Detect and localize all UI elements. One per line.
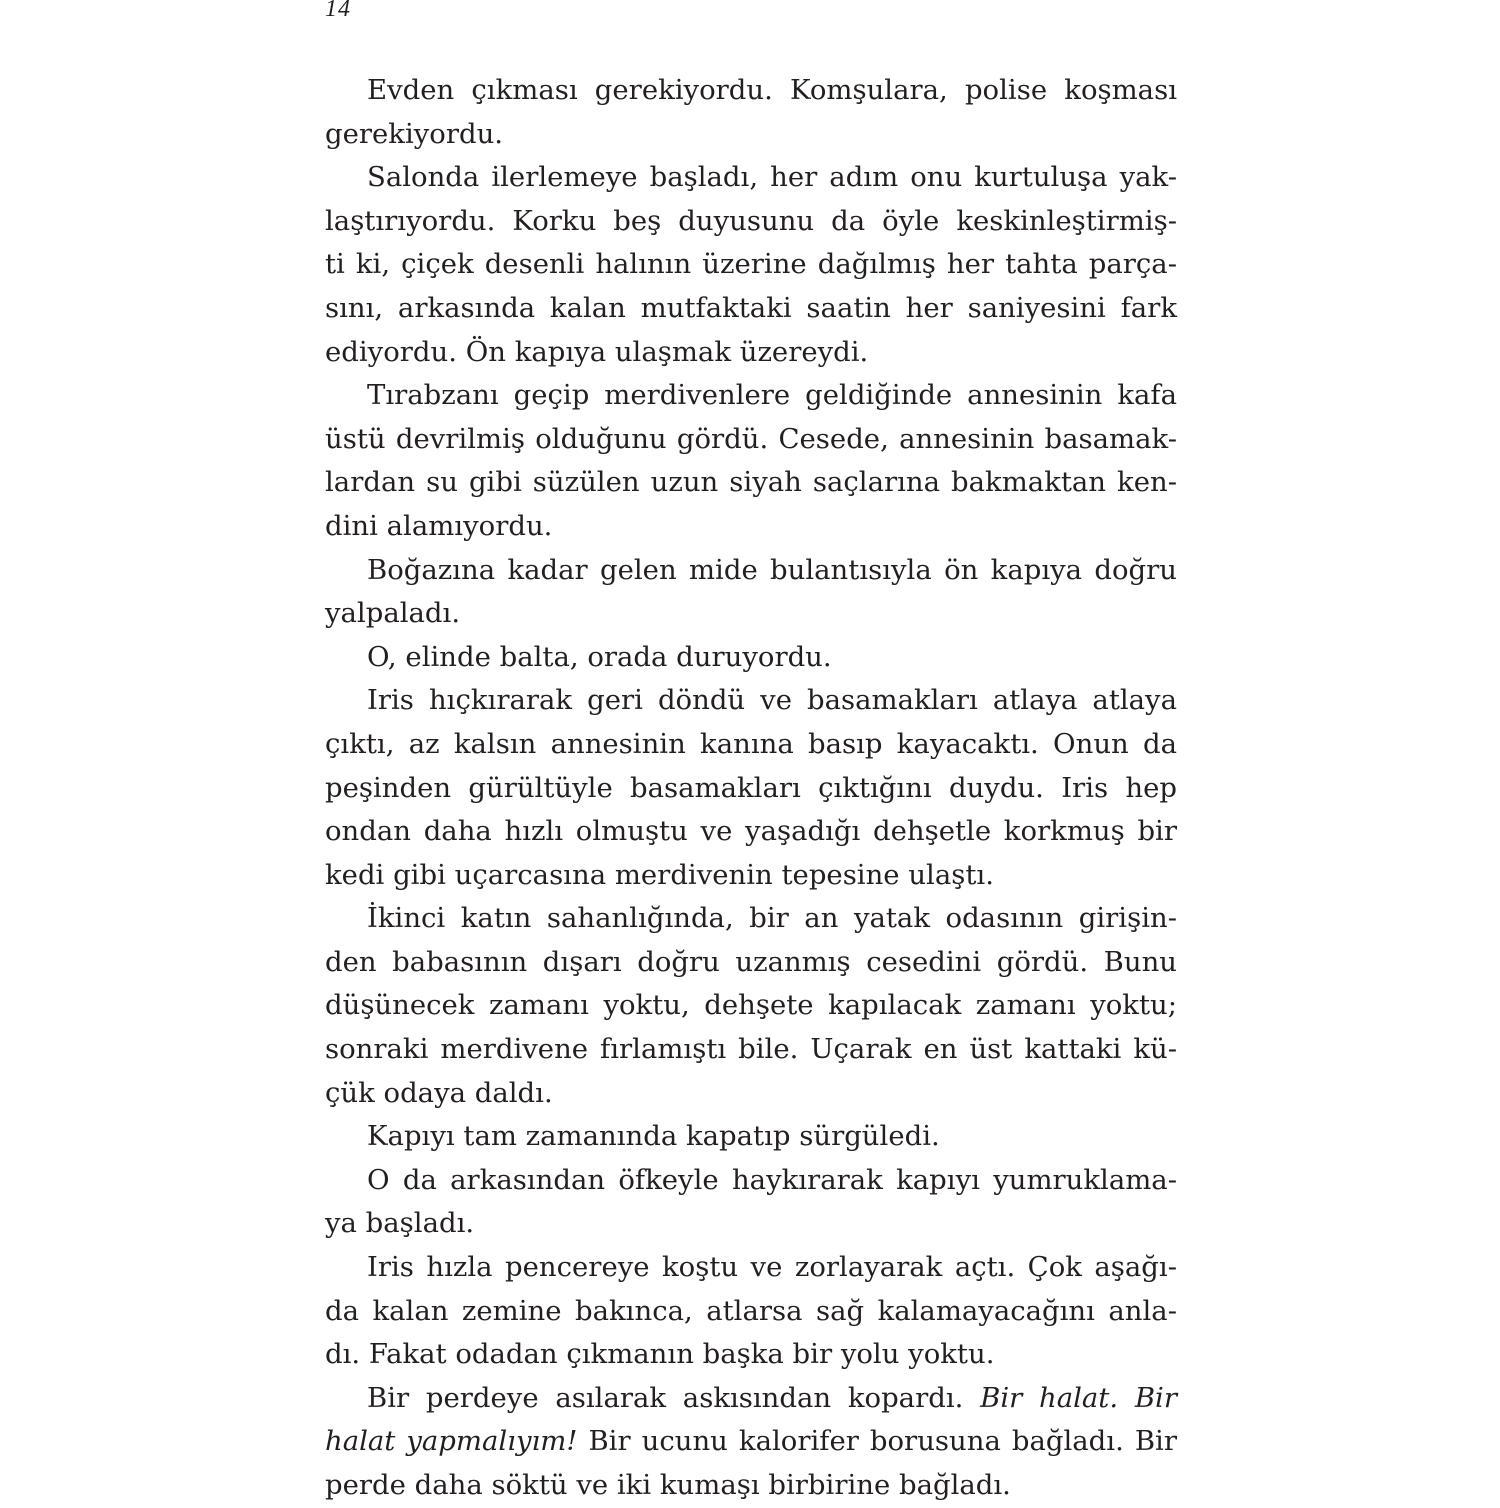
text-line: kedi gibi uçarcasına merdivenin tepesine ulaştı. <box>325 858 994 891</box>
text-line: da kalan zemine bakınca, atlarsa sağ kalamayacağını anla- <box>325 1294 1177 1327</box>
text-line: düşünecek zamanı yoktu, dehşete kapılacak zamanı yoktu; <box>325 989 1177 1022</box>
text-line: dini alamıyordu. <box>325 509 553 542</box>
text-line: Evden çıkması gerekiyordu. Komşulara, polise koşması <box>367 74 1177 106</box>
text-line: O da arkasından öfkeyle haykırarak kapıyı yumruklama- <box>367 1163 1177 1196</box>
text-line: laştırıyordu. Korku beş duyusunu da öyle keskinleştirmiş- <box>325 204 1177 237</box>
italic-text: halat yapmalıyım! <box>325 1425 578 1458</box>
text-line: üstü devrilmiş olduğunu gördü. Cesede, annesinin basamak- <box>325 422 1177 455</box>
text-line: ediyordu. Ön kapıya ulaşmak üzereydi. <box>325 335 869 368</box>
text-line: den babasının dışarı doğru uzanmış cesedini gördü. Bunu <box>325 945 1177 978</box>
text-line: İkinci katın sahanlığında, bir an yatak odasının girişin- <box>367 902 1177 935</box>
text-line: Iris hıçkırarak geri döndü ve basamakları atlaya atlaya <box>367 684 1177 717</box>
body-text <box>325 69 1177 1508</box>
text-line: çıktı, az kalsın annesinin kanına basıp kayacaktı. Onun da <box>325 727 1177 760</box>
text-line: Boğazına kadar gelen mide bulantısıyla ön kapıya doğru <box>367 553 1177 586</box>
text-segment: Bir perdeye asılarak askısından kopardı. <box>367 1381 981 1414</box>
text-line: ti ki, çiçek desenli halının üzerine dağılmış her tahta parça- <box>325 248 1177 281</box>
text-line: Salonda ilerlemeye başladı, her adım onu kurtuluşa yak- <box>367 161 1177 194</box>
text-line: ondan daha hızlı olmuştu ve yaşadığı dehşetle korkmuş bir <box>325 815 1177 848</box>
text-line <box>325 1420 1177 1464</box>
text-line: dı. Fakat odadan çıkmanın başka bir yolu yoktu. <box>325 1338 995 1371</box>
page-number: 14 <box>325 0 351 22</box>
text-line: Kapıyı tam zamanında kapatıp sürgüledi. <box>367 1120 940 1153</box>
text-line: ya başladı. <box>325 1207 475 1240</box>
text-line: Tırabzanı geçip merdivenlere geldiğinde annesinin kafa <box>367 379 1177 412</box>
text-line: O, elinde balta, orada duruyordu. <box>367 640 832 673</box>
text-segment: Bir ucunu kalorifer borusuna bağladı. Bir <box>577 1425 1177 1458</box>
text-line: sonraki merdivene fırlamıştı bile. Uçarak en üst kattaki kü- <box>325 1033 1177 1066</box>
text-line: sını, arkasında kalan mutfaktaki saatin her saniyesini fark <box>325 291 1177 324</box>
text-line <box>325 1377 1177 1421</box>
italic-text: Bir halat. Bir <box>980 1381 1177 1414</box>
text-line: yalpaladı. <box>325 597 461 630</box>
text-line: Iris hızla pencereye koştu ve zorlayarak açtı. Çok aşağı- <box>367 1251 1177 1284</box>
text-line: çük odaya daldı. <box>325 1076 553 1109</box>
text-line: perde daha söktü ve iki kumaşı birbirine bağladı. <box>325 1469 1011 1501</box>
text-line: peşinden gürültüyle basamakları çıktığını duydu. Iris hep <box>325 771 1177 804</box>
text-line: gerekiyordu. <box>325 117 504 150</box>
text-line: lardan su gibi süzülen uzun siyah saçlarına bakmaktan ken- <box>325 466 1177 499</box>
